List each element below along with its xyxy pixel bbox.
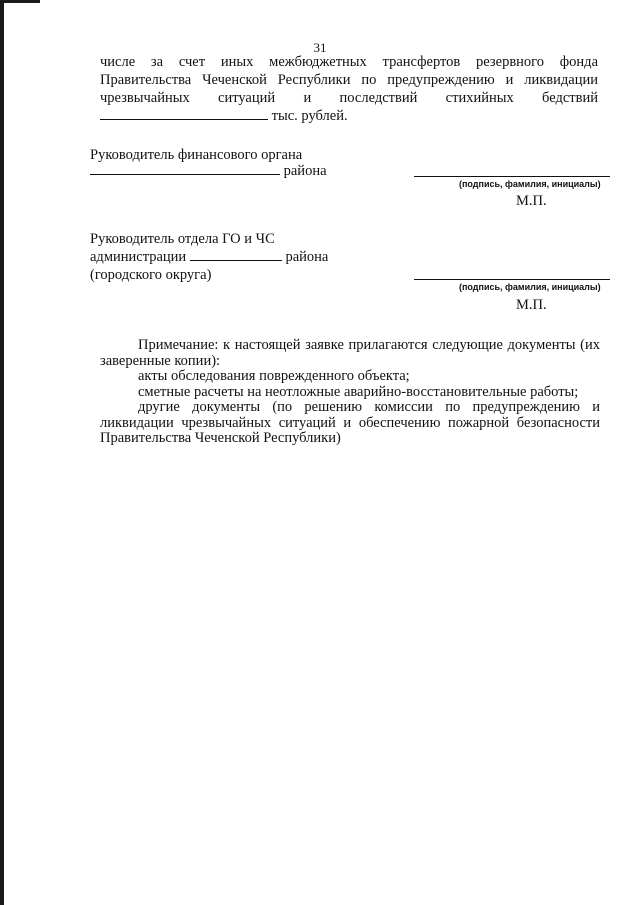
civil-defense-head-block — [90, 230, 328, 284]
civil-defense-admin-prefix: администрации — [90, 249, 187, 265]
finance-head-block — [90, 146, 327, 180]
civil-defense-signature-line[interactable] — [414, 279, 610, 280]
civil-defense-city-district: (городского округа) — [90, 267, 212, 283]
note-item-inspection-acts: акты обследования поврежденного объекта; — [138, 368, 410, 384]
finance-head-title: Руководитель финансового органа — [90, 147, 303, 163]
finance-district-line — [90, 162, 327, 180]
intro-line-2: Правительства Чеченской Республики по предупреждению и ликвидации — [100, 72, 598, 88]
amount-blank[interactable] — [100, 107, 268, 120]
note-item-cost-estimates: сметные расчеты на неотложные аварийно-восстановительные работы; — [138, 383, 579, 400]
amount-suffix: тыс. рублей. — [271, 108, 348, 124]
finance-stamp-label: М.П. — [516, 193, 547, 209]
civil-defense-signature-caption: (подпись, фамилия, инициалы) — [459, 282, 601, 292]
civil-defense-admin-line — [90, 248, 328, 266]
finance-signature-line[interactable] — [414, 176, 610, 177]
civil-defense-admin-suffix: района — [285, 249, 329, 265]
intro-amount-line — [100, 107, 598, 125]
intro-line-3: чрезвычайных ситуаций и последствий стихийных бедствий — [100, 90, 598, 106]
intro-line-1: числе за счет иных межбюджетных трансфертов резервного фонда — [100, 54, 598, 70]
finance-district-blank[interactable] — [90, 162, 280, 175]
civil-defense-district-blank[interactable] — [190, 248, 282, 261]
scan-border-left — [0, 0, 4, 905]
page-number: 31 — [313, 40, 327, 55]
civil-defense-title: Руководитель отдела ГО и ЧС — [90, 231, 275, 247]
note-item-other-documents: другие документы (по решению комиссии по предупреждению и ликвидации чрезвычайных ситуаций и обеспечению пожарной безопасности Правительства Чеченской Республики) — [100, 399, 600, 446]
civil-defense-stamp-label: М.П. — [516, 297, 547, 313]
note-intro: Примечание: к настоящей заявке прилагаются следующие документы (их заверенные копии): — [100, 337, 600, 369]
attachments-note — [100, 338, 600, 447]
finance-signature-caption: (подпись, фамилия, инициалы) — [459, 179, 601, 189]
scan-border-top — [0, 0, 40, 3]
finance-district-suffix: района — [283, 163, 327, 179]
intro-paragraph — [100, 53, 598, 125]
